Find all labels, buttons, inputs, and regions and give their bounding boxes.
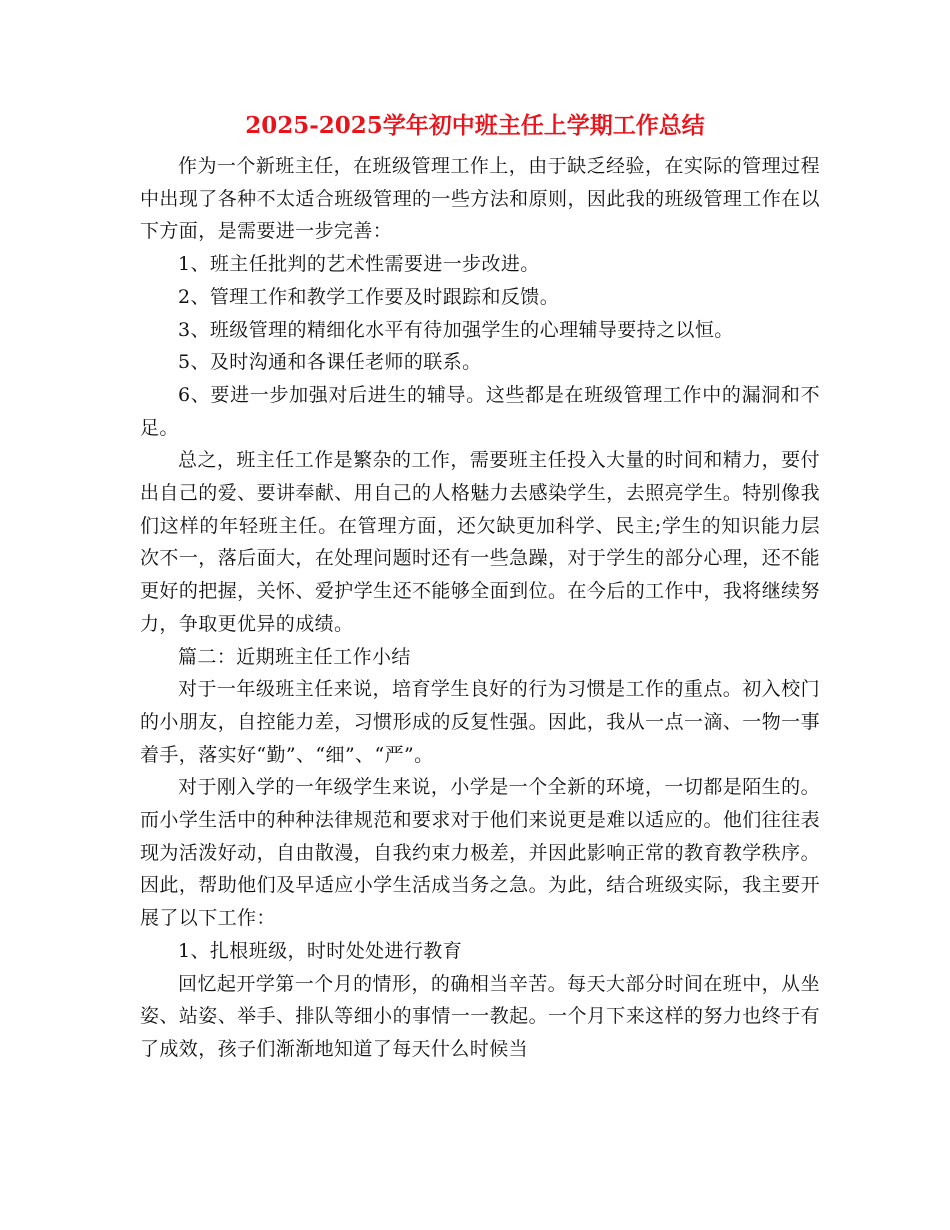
document-body <box>140 150 820 1066</box>
subsection-heading: 1、扎根班级，时时处处进行教育 <box>178 939 463 962</box>
paragraph: 作为一个新班主任，在班级管理工作上，由于缺乏经验，在实际的管理过程中出现了各种不太适合班级管理的一些方法和原则，因此我的班级管理工作在以下方面，是需要进一步完善： <box>140 155 820 243</box>
section-heading: 篇二：近期班主任工作小结 <box>178 645 411 668</box>
paragraph: 对于一年级班主任来说，培育学生良好的行为习惯是工作的重点。初入校门的小朋友，自控能力差，习惯形成的反复性强。因此，我从一点一滴、一物一事着手，落实好“勤”、“细”、“严”。 <box>140 678 820 766</box>
paragraph: 总之，班主任工作是繁杂的工作，需要班主任投入大量的时间和精力，要付出自己的爱、要讲奉献、用自己的人格魅力去感染学生，去照亮学生。特别像我们这样的年轻班主任。在管理方面，还欠缺更加科学、民主;学生的知识能力层次不一，落后面大，在处理问题时还有一些急躁，对于学生的部分心理，还不能更好的把握，关怀、爱护学生还不能够全面到位。在今后的工作中，我将继续努力，争取更优异的成绩。 <box>140 449 820 635</box>
list-item: 2、管理工作和教学工作要及时跟踪和反馈。 <box>178 285 560 308</box>
list-item: 3、班级管理的精细化水平有待加强学生的心理辅导要持之以恒。 <box>178 318 734 341</box>
paragraph: 对于刚入学的一年级学生来说，小学是一个全新的环境，一切都是陌生的。而小学生活中的种种法律规范和要求对于他们来说更是难以适应的。他们往往表现为活泼好动，自由散漫，自我约束力极差，并因此影响正常的教育教学秩序。因此，帮助他们及早适应小学生活成当务之急。为此，结合班级实际，我主要开展了以下工作： <box>140 776 820 930</box>
document-title: 2025-2025学年初中班主任上学期工作总结 <box>245 112 705 139</box>
paragraph: 回忆起开学第一个月的情形，的确相当辛苦。每天大部分时间在班中，从坐姿、站姿、举手、排队等细小的事情一一教起。一个月下来这样的努力也终于有了成效，孩子们渐渐地知道了每天什么时候当 <box>140 972 820 1060</box>
list-item: 6、要进一步加强对后进生的辅导。这些都是在班级管理工作中的漏洞和不足。 <box>140 383 820 439</box>
list-item: 5、及时沟通和各课任老师的联系。 <box>178 351 482 374</box>
list-item: 1、班主任批判的艺术性需要进一步改进。 <box>178 253 540 276</box>
